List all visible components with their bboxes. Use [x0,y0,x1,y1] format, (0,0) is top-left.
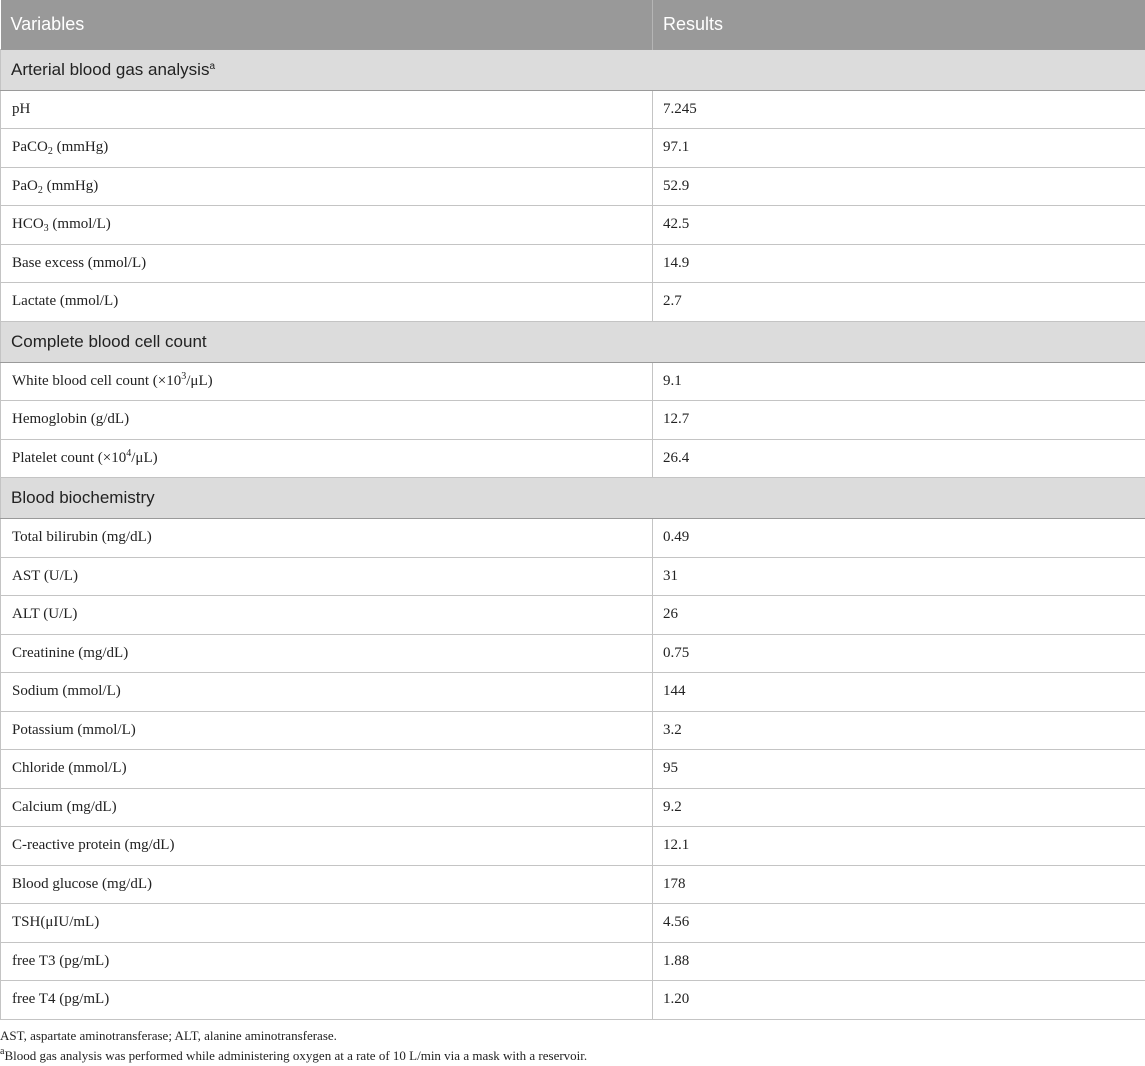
variable-name: White blood cell count (×10 [12,373,181,389]
variable-name: free T3 (pg/mL) [12,953,109,969]
variable-cell [1,711,653,750]
variable-cell [1,90,653,129]
variable-name: Calcium (mg/dL) [12,799,117,815]
variable-name: pH [12,101,30,117]
table-row [1,904,1145,943]
result-value-cell: 4.56 [653,904,1145,943]
variable-name: Sodium (mmol/L) [12,683,121,699]
variable-name: free T4 (pg/mL) [12,991,109,1007]
variable-name: Creatinine (mg/dL) [12,645,128,661]
section-title-text: Arterial blood gas analysis [11,60,209,79]
table-row [1,519,1145,558]
section-title-footnote-marker: a [209,61,215,72]
table-row [1,865,1145,904]
variable-cell [1,750,653,789]
variable-cell [1,401,653,440]
variable-name: Platelet count (×10 [12,450,126,466]
variable-cell [1,167,653,206]
variable-name: TSH(μIU/mL) [12,914,99,930]
variable-cell [1,206,653,245]
section-title [1,321,1145,362]
note-text: Blood gas analysis was performed while administering oxygen at a rate of 10 L/min via a mask with a reservoir. [4,1048,587,1063]
table-row [1,439,1145,478]
table-row [1,711,1145,750]
variable-name: PaCO [12,139,48,155]
variable-name: Lactate (mmol/L) [12,293,118,309]
blood-gas-note [0,1046,587,1066]
variable-cell [1,519,653,558]
variable-name: AST (U/L) [12,568,78,584]
result-value-cell: 52.9 [653,167,1145,206]
table-row [1,634,1145,673]
variable-cell [1,942,653,981]
variable-cell [1,904,653,943]
result-value-cell: 42.5 [653,206,1145,245]
table-row [1,827,1145,866]
variable-cell [1,981,653,1020]
variable-cell [1,362,653,401]
variable-cell [1,129,653,168]
variable-subscript: 3 [44,223,49,234]
result-value-cell: 26 [653,596,1145,635]
header-variables: Variables [1,0,653,49]
result-value-cell: 0.75 [653,634,1145,673]
result-value-cell: 14.9 [653,244,1145,283]
result-value-cell: 178 [653,865,1145,904]
table-body [1,49,1145,1019]
table-row [1,557,1145,596]
variable-name: Potassium (mmol/L) [12,722,136,738]
variable-cell [1,634,653,673]
table-row [1,206,1145,245]
variable-superscript: 3 [181,371,186,382]
table-row [1,673,1145,712]
table-footnotes [0,1026,587,1066]
variable-superscript: 4 [126,448,131,459]
variable-cell [1,673,653,712]
variable-cell [1,283,653,322]
variable-cell [1,788,653,827]
variable-unit: /μL) [186,373,212,389]
result-value-cell: 1.20 [653,981,1145,1020]
table-row [1,129,1145,168]
result-value-cell: 1.88 [653,942,1145,981]
result-value-cell: 12.1 [653,827,1145,866]
result-value-cell: 7.245 [653,90,1145,129]
abbreviations-note: AST, aspartate aminotransferase; ALT, alanine aminotransferase. [0,1026,587,1046]
table-header-row [1,0,1145,49]
result-value-cell: 9.2 [653,788,1145,827]
variable-name: C-reactive protein (mg/dL) [12,837,174,853]
variable-subscript: 2 [38,185,43,196]
section-header-row [1,321,1145,362]
variable-cell [1,865,653,904]
variable-name: Hemoglobin (g/dL) [12,411,129,427]
table-row [1,362,1145,401]
section-title [1,49,1145,90]
variable-name: PaO [12,178,38,194]
result-value-cell: 12.7 [653,401,1145,440]
section-title [1,478,1145,519]
variable-cell [1,827,653,866]
section-title-text: Complete blood cell count [11,332,207,351]
header-results: Results [653,0,1145,49]
variable-name: Chloride (mmol/L) [12,760,127,776]
table-row [1,283,1145,322]
variable-unit: (mmHg) [43,178,98,194]
variable-name: Blood glucose (mg/dL) [12,876,152,892]
variable-name: HCO [12,216,44,232]
table-row [1,90,1145,129]
note-marker: a [0,1046,4,1057]
variable-cell [1,557,653,596]
variable-name: Total bilirubin (mg/dL) [12,529,152,545]
table-row [1,750,1145,789]
table-row [1,942,1145,981]
result-value-cell: 97.1 [653,129,1145,168]
section-header-row [1,478,1145,519]
variable-subscript: 2 [48,146,53,157]
result-value-cell: 31 [653,557,1145,596]
variable-cell [1,244,653,283]
result-value-cell: 95 [653,750,1145,789]
variable-name: ALT (U/L) [12,606,77,622]
variable-name: Base excess (mmol/L) [12,255,146,271]
variable-unit: /μL) [131,450,157,466]
result-value-cell: 26.4 [653,439,1145,478]
variable-cell [1,596,653,635]
result-value-cell: 144 [653,673,1145,712]
result-value-cell: 9.1 [653,362,1145,401]
result-value-cell: 3.2 [653,711,1145,750]
section-header-row [1,49,1145,90]
variable-cell [1,439,653,478]
table-row [1,244,1145,283]
table-row [1,788,1145,827]
section-title-text: Blood biochemistry [11,488,155,507]
result-value-cell: 2.7 [653,283,1145,322]
table-row [1,401,1145,440]
table-row [1,596,1145,635]
result-value-cell: 0.49 [653,519,1145,558]
variable-unit: (mmol/L) [49,216,111,232]
variable-unit: (mmHg) [53,139,108,155]
table-row [1,981,1145,1020]
table-row [1,167,1145,206]
